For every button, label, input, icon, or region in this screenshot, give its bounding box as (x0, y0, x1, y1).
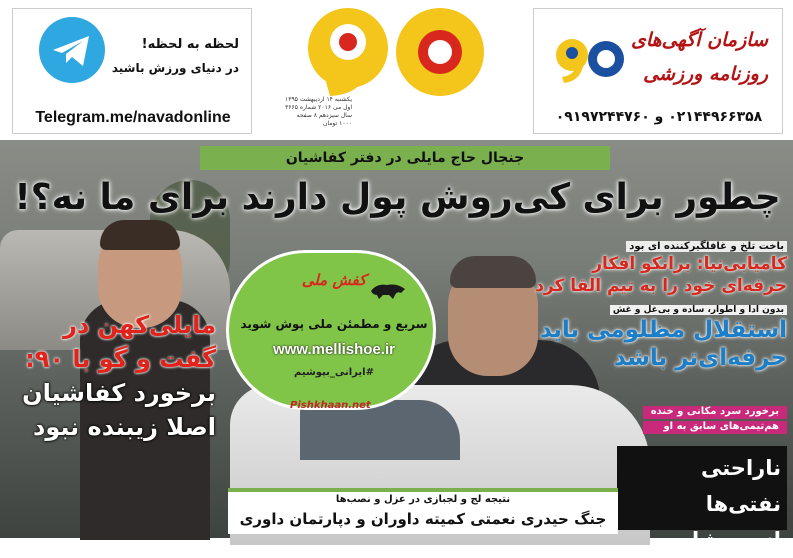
interview-line-1: مایلی‌کهن در (63, 311, 216, 339)
interview-line-3: برخورد کفاشیان (22, 379, 216, 407)
pub-price: ۱۰۰۰ تومان (322, 120, 352, 127)
story-3-kicker-line-2: هم‌تیمی‌های سابق به او (659, 421, 783, 432)
telegram-url[interactable]: Telegram.me/navadonline (35, 109, 231, 126)
main-headline[interactable]: چطور برای کی‌روش پول دارند برای ما نه؟! (14, 177, 781, 218)
story-3-title-line-2: از سوشا (692, 528, 781, 552)
ad-slogan: سریع و مطمئن ملی پوش شوید (240, 317, 428, 331)
pub-date: یکشنبه ۱۴ اردیبهشت ۱۳۹۵ (285, 96, 352, 103)
headline-kicker: جنجال حاج مایلی در دفتر کفاشیان (200, 146, 610, 170)
site-watermark: Pishkhaan.net (290, 400, 371, 411)
pub-issue: اول می ۲۰۱۶ شماره ۳۶۶۵ (285, 104, 352, 111)
ads-logo-icon (552, 31, 626, 87)
newspaper-logo (290, 4, 500, 100)
man-left-hair (100, 220, 180, 250)
telegram-icon (39, 17, 105, 83)
ads-title-2: روزنامه ورزشی (643, 63, 768, 85)
bull-icon (369, 279, 407, 301)
pub-year: سال سیزدهم ۸ صفحه (296, 112, 352, 119)
left-column[interactable] (6, 308, 216, 444)
story-2-title-line-1[interactable]: استقلال مظلومی باید (539, 317, 787, 343)
story-2-title-line-2[interactable]: حرفه‌ای‌تر باشد (614, 345, 787, 371)
story-3-kicker-line-1: برخورد سرد مکانی و خنده (647, 406, 783, 417)
bottom-story-headline: جنگ حیدری نعمتی کمیته داوران و دپارتمان داوری (239, 510, 607, 528)
bottom-story-kicker: نتیجه لج و لجبازی در عزل و نصب‌ها (335, 494, 511, 505)
masthead (0, 0, 793, 140)
shoe-ad-badge[interactable] (226, 250, 436, 410)
story-2-kicker: بدون ادا و اطوار، ساده و بی‌غل و غش (610, 305, 787, 315)
right-column (497, 234, 787, 372)
story-3-box[interactable] (617, 446, 787, 552)
story-1-title-line-1[interactable]: کامیابی‌نیا: برانکو افکار (592, 254, 787, 274)
telegram-line-1: لحظه به لحظه! (141, 37, 239, 52)
telegram-line-2: در دنیای ورزش باشید (111, 61, 239, 75)
story-1-title-line-2[interactable]: حرفه‌ای خود را به تیم القا کرد (535, 276, 787, 296)
ads-phone[interactable]: ۰۲۱۴۴۹۶۶۳۵۸ و ۰۹۱۹۷۲۴۴۷۶۰ (555, 109, 763, 125)
story-3-kicker (643, 406, 787, 436)
story-1-kicker: باخت تلخ و غافلگیرکننده ای بود (626, 241, 787, 252)
ads-title-1: سازمان آگهی‌های (630, 29, 768, 51)
interview-line-4: اصلا زیبنده نبود (33, 413, 216, 441)
bottom-story-box[interactable] (228, 488, 618, 534)
interview-line-2: گفت و گو با ۹۰: (25, 345, 216, 373)
publication-info (256, 96, 352, 128)
ad-url[interactable]: www.mellishoe.ir (273, 341, 395, 358)
ads-box[interactable] (533, 8, 783, 134)
telegram-box[interactable] (12, 8, 252, 134)
ad-hashtag: #ایرانی_بپوشیم (294, 367, 374, 378)
story-3-title-line-1: ناراحتی نفتی‌ها (700, 456, 781, 516)
ad-brand: کفش ملی (301, 271, 367, 289)
